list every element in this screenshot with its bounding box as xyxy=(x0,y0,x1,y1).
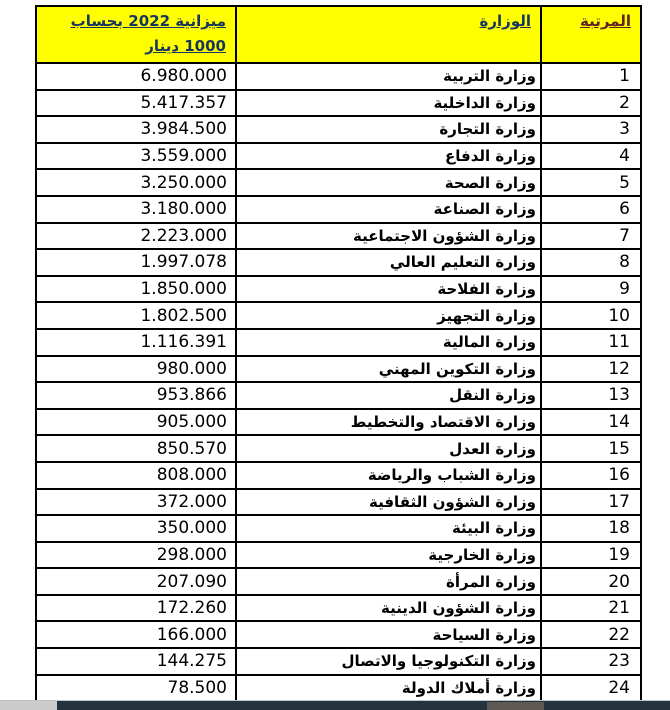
rank-cell: 23 xyxy=(541,648,641,675)
table-row xyxy=(36,329,641,356)
ministry-cell: وزارة التربية xyxy=(236,63,541,90)
rank-cell: 8 xyxy=(541,249,641,276)
table-row xyxy=(36,462,641,489)
ministry-cell: وزارة الشؤون الاجتماعية xyxy=(236,223,541,250)
horizontal-scrollbar-thumb[interactable] xyxy=(0,701,57,710)
budget-cell: 350.000 xyxy=(36,515,236,542)
rank-cell: 7 xyxy=(541,223,641,250)
ministry-cell: وزارة الشباب والرياضة xyxy=(236,462,541,489)
rank-cell: 6 xyxy=(541,196,641,223)
table-row xyxy=(36,568,641,595)
ministry-cell: وزارة النقل xyxy=(236,382,541,409)
rank-cell: 5 xyxy=(541,169,641,196)
table-row xyxy=(36,515,641,542)
ministry-cell: وزارة التكنولوجيا والاتصال xyxy=(236,648,541,675)
table-row xyxy=(36,621,641,648)
rank-cell: 22 xyxy=(541,621,641,648)
budget-cell: 144.275 xyxy=(36,648,236,675)
rank-cell: 14 xyxy=(541,409,641,436)
budget-cell: 207.090 xyxy=(36,568,236,595)
table-row xyxy=(36,196,641,223)
rank-cell: 20 xyxy=(541,568,641,595)
rank-cell: 9 xyxy=(541,276,641,303)
table-row xyxy=(36,276,641,303)
budget-cell: 905.000 xyxy=(36,409,236,436)
ministry-cell: وزارة الصناعة xyxy=(236,196,541,223)
table-row xyxy=(36,169,641,196)
table-body xyxy=(36,63,641,701)
rank-cell: 24 xyxy=(541,675,641,702)
ministry-cell: وزارة المرأة xyxy=(236,568,541,595)
rank-cell: 3 xyxy=(541,116,641,143)
ministry-cell: وزارة المالية xyxy=(236,329,541,356)
budget-cell: 78.500 xyxy=(36,675,236,702)
ministry-cell: وزارة التجهيز xyxy=(236,302,541,329)
rank-cell: 2 xyxy=(541,90,641,117)
ministry-cell: وزارة الشؤون الثقافية xyxy=(236,489,541,516)
budget-cell: 3.180.000 xyxy=(36,196,236,223)
budget-cell: 3.984.500 xyxy=(36,116,236,143)
budget-cell: 172.260 xyxy=(36,595,236,622)
table-row xyxy=(36,489,641,516)
budget-cell: 3.250.000 xyxy=(36,169,236,196)
budget-cell: 1.116.391 xyxy=(36,329,236,356)
budget-cell: 808.000 xyxy=(36,462,236,489)
table-row xyxy=(36,116,641,143)
table-row xyxy=(36,143,641,170)
table-row xyxy=(36,435,641,462)
ministry-cell: وزارة أملاك الدولة xyxy=(236,675,541,702)
rank-cell: 16 xyxy=(541,462,641,489)
window-bottom-bar xyxy=(0,700,670,710)
table-row xyxy=(36,90,641,117)
rank-cell: 4 xyxy=(541,143,641,170)
ministry-cell: وزارة الشؤون الدينية xyxy=(236,595,541,622)
header-ministry: الوزارة xyxy=(236,6,541,63)
budget-cell: 2.223.000 xyxy=(36,223,236,250)
ministry-budget-table xyxy=(35,5,642,702)
rank-cell: 13 xyxy=(541,382,641,409)
table-row xyxy=(36,409,641,436)
table-row xyxy=(36,356,641,383)
ministry-cell: وزارة السياحة xyxy=(236,621,541,648)
budget-cell: 953.866 xyxy=(36,382,236,409)
budget-cell: 5.417.357 xyxy=(36,90,236,117)
ministry-cell: وزارة التجارة xyxy=(236,116,541,143)
budget-cell: 1.850.000 xyxy=(36,276,236,303)
ministry-cell: وزارة البيئة xyxy=(236,515,541,542)
header-budget-line2: 1000 دينار xyxy=(145,37,226,55)
rank-cell: 12 xyxy=(541,356,641,383)
ministry-cell: وزارة الاقتصاد والتخطيط xyxy=(236,409,541,436)
rank-cell: 15 xyxy=(541,435,641,462)
ministry-cell: وزارة الفلاحة xyxy=(236,276,541,303)
table-row xyxy=(36,223,641,250)
rank-cell: 11 xyxy=(541,329,641,356)
table-row xyxy=(36,542,641,569)
budget-cell: 3.559.000 xyxy=(36,143,236,170)
table-row xyxy=(36,302,641,329)
rank-cell: 19 xyxy=(541,542,641,569)
table-row xyxy=(36,675,641,702)
rank-cell: 10 xyxy=(541,302,641,329)
rank-cell: 17 xyxy=(541,489,641,516)
rank-cell: 18 xyxy=(541,515,641,542)
rank-cell: 1 xyxy=(541,63,641,90)
header-budget-line1: ميزانية 2022 بحساب xyxy=(70,12,226,30)
rank-cell: 21 xyxy=(541,595,641,622)
table-row xyxy=(36,382,641,409)
ministry-cell: وزارة التكوين المهني xyxy=(236,356,541,383)
budget-cell: 1.802.500 xyxy=(36,302,236,329)
budget-cell: 980.000 xyxy=(36,356,236,383)
table-row xyxy=(36,595,641,622)
table-row xyxy=(36,648,641,675)
budget-cell: 166.000 xyxy=(36,621,236,648)
ministry-cell: وزارة الدفاع xyxy=(236,143,541,170)
ministry-cell: وزارة الداخلية xyxy=(236,90,541,117)
budget-cell: 1.997.078 xyxy=(36,249,236,276)
budget-cell: 372.000 xyxy=(36,489,236,516)
budget-cell: 298.000 xyxy=(36,542,236,569)
budget-cell: 6.980.000 xyxy=(36,63,236,90)
ministry-cell: وزارة الخارجية xyxy=(236,542,541,569)
ministry-cell: وزارة العدل xyxy=(236,435,541,462)
table-row xyxy=(36,63,641,90)
table-row xyxy=(36,249,641,276)
scrollbar-marker[interactable] xyxy=(487,702,544,710)
header-rank: المرتبة xyxy=(541,6,641,63)
ministry-cell: وزارة التعليم العالي xyxy=(236,249,541,276)
header-budget xyxy=(36,6,236,63)
header-row xyxy=(36,6,641,63)
budget-cell: 850.570 xyxy=(36,435,236,462)
ministry-cell: وزارة الصحة xyxy=(236,169,541,196)
